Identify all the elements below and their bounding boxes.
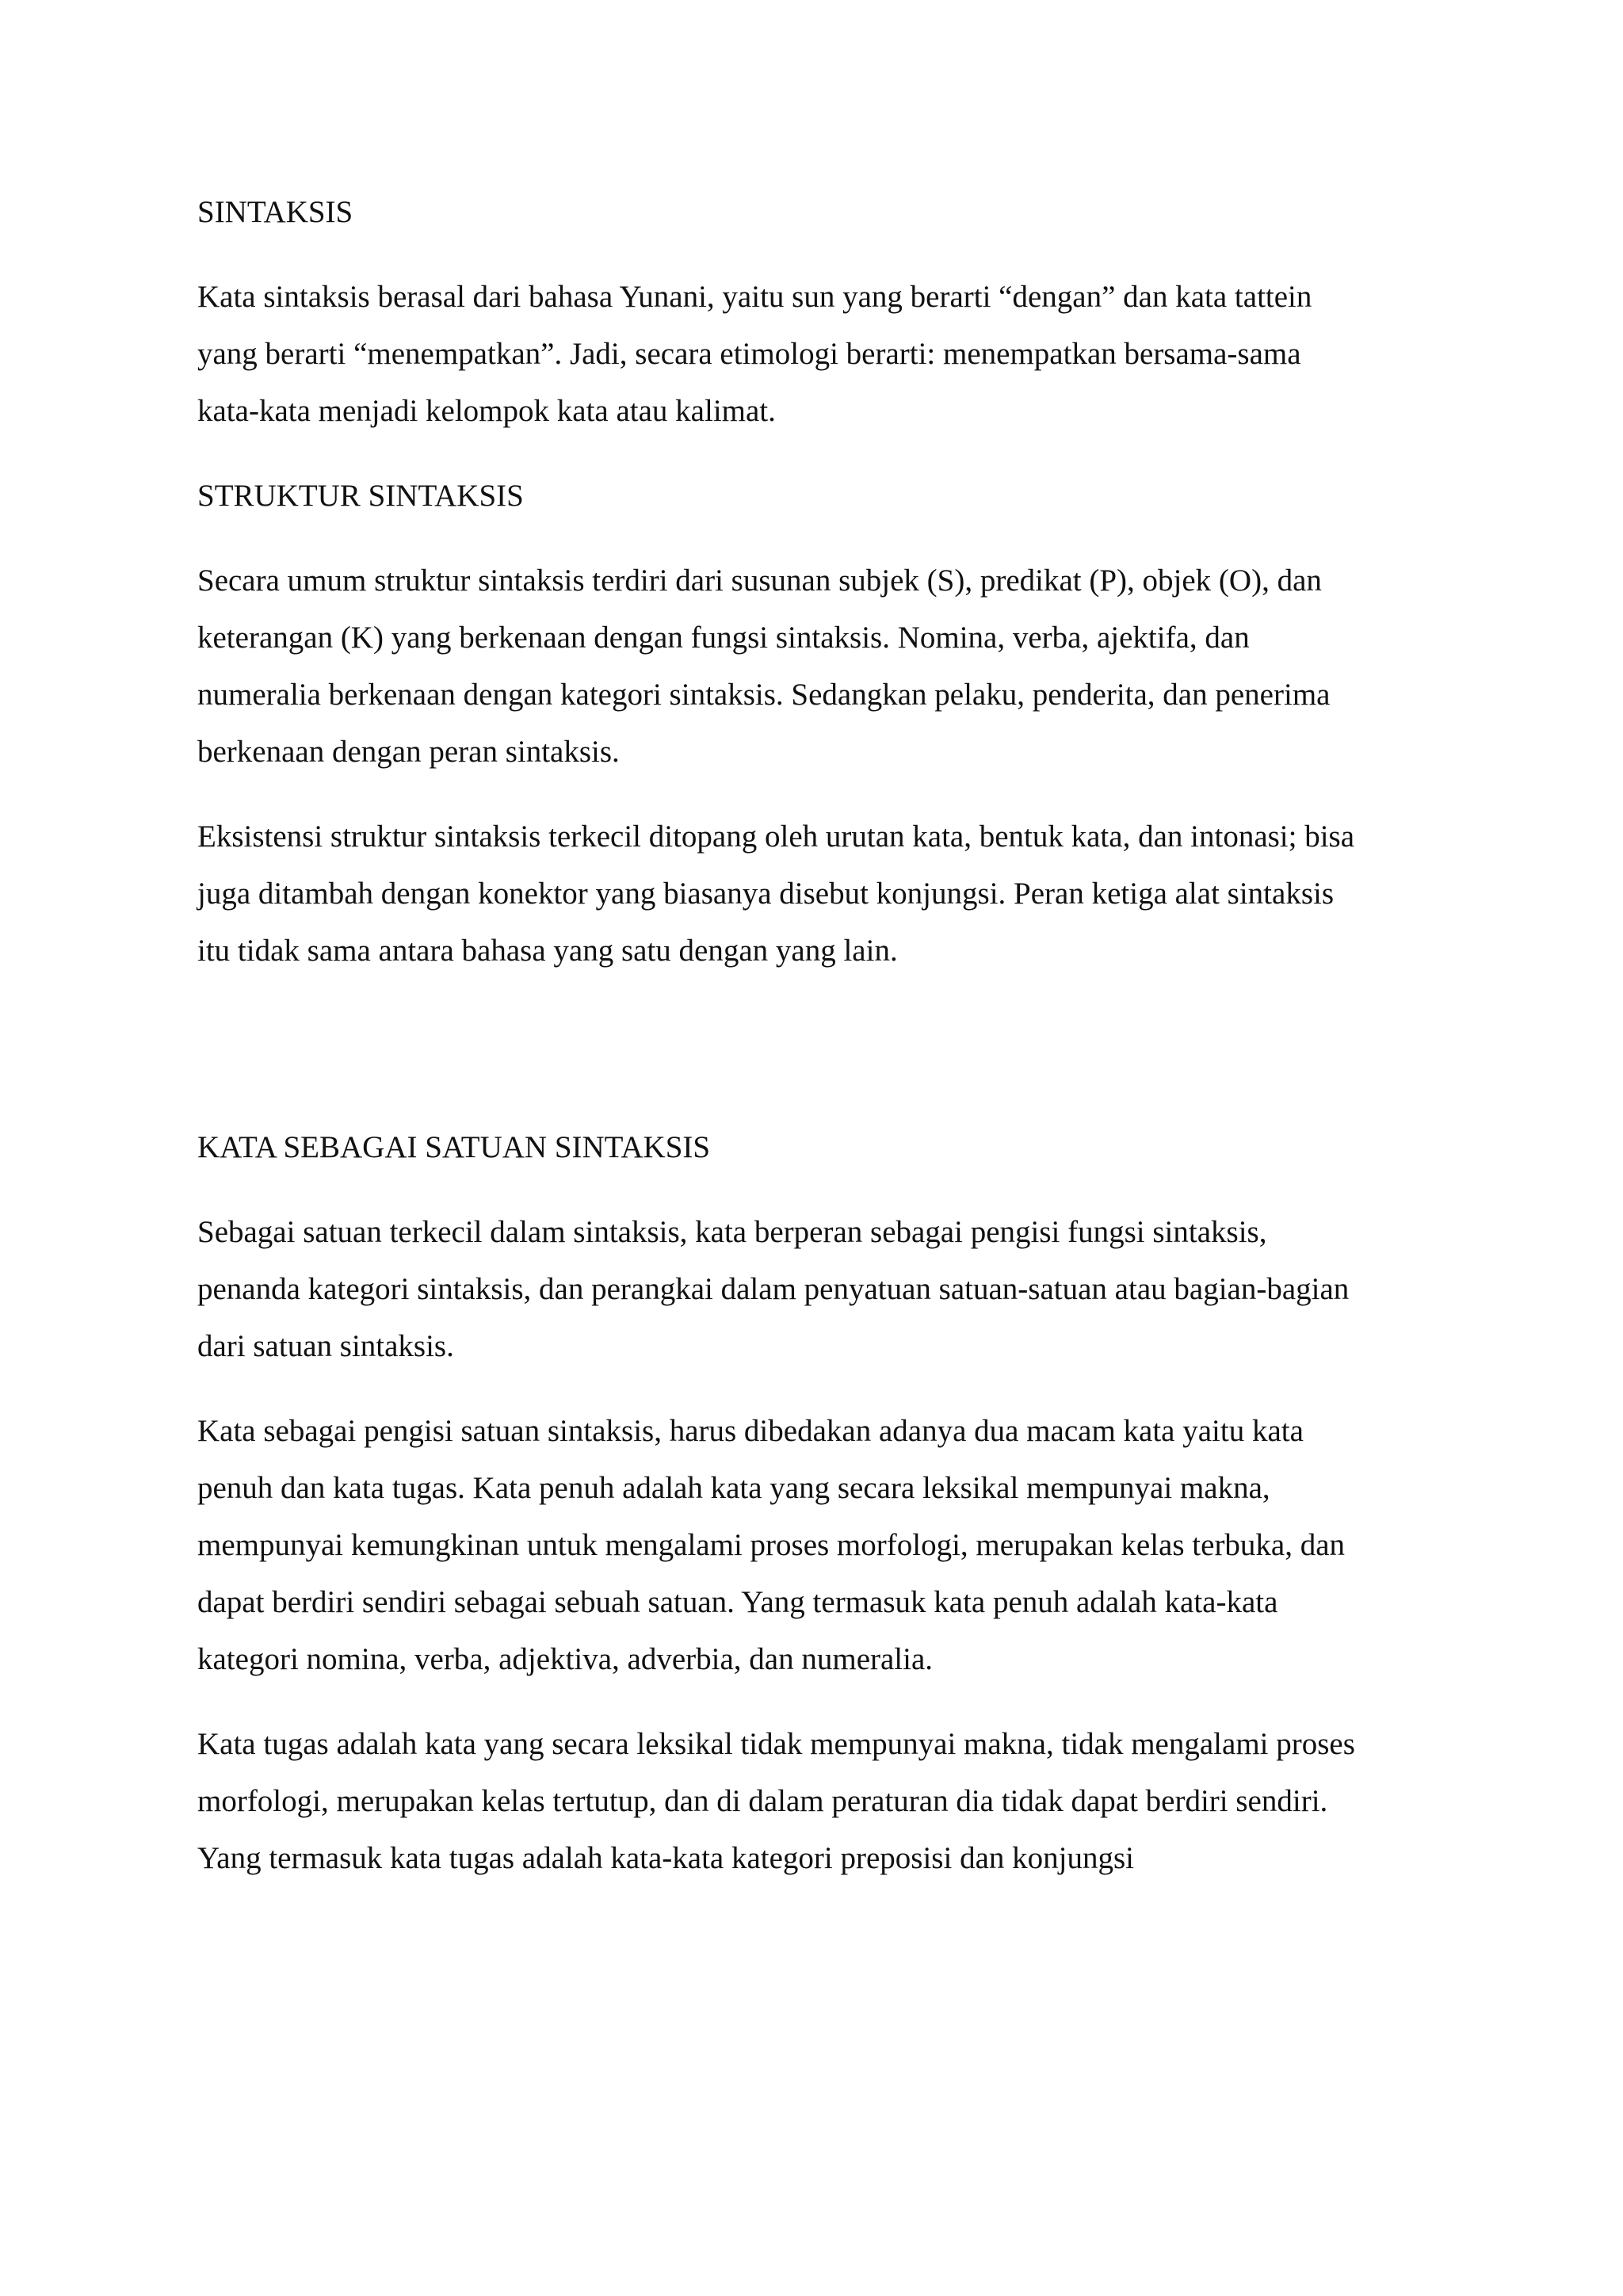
- text-line: kategori nomina, verba, adjektiva, adverbia, dan numeralia.: [197, 1642, 934, 1676]
- paragraph-satuan-terkecil: [197, 1204, 1434, 1375]
- text-line: penanda kategori sintaksis, dan perangkai dalam penyatuan satuan-satuan atau bagian-bagian: [197, 1272, 1350, 1306]
- text-line: Eksistensi struktur sintaksis terkecil ditopang oleh urutan kata, bentuk kata, dan intonasi; bisa: [197, 819, 1355, 854]
- text-line: berkenaan dengan peran sintaksis.: [197, 735, 620, 769]
- text-line: mempunyai kemungkinan untuk mengalami proses morfologi, merupakan kelas terbuka, dan: [197, 1528, 1346, 1562]
- paragraph-kata-tugas: [197, 1716, 1434, 1887]
- section-heading-kata-sebagai-satuan: KATA SEBAGAI SATUAN SINTAKSIS: [197, 1130, 711, 1164]
- section-heading-sintaksis: SINTAKSIS: [197, 195, 353, 229]
- text-line: kata-kata menjadi kelompok kata atau kalimat.: [197, 394, 776, 428]
- text-line: Kata sintaksis berasal dari bahasa Yunani, yaitu sun yang berarti “dengan” dan kata tattein: [197, 280, 1312, 314]
- text-line: yang berarti “menempatkan”. Jadi, secara etimologi berarti: menempatkan bersama-sama: [197, 337, 1301, 371]
- text-line: Kata sebagai pengisi satuan sintaksis, harus dibedakan adanya dua macam kata yaitu kata: [197, 1414, 1304, 1448]
- text-line: numeralia berkenaan dengan kategori sintaksis. Sedangkan pelaku, penderita, dan penerima: [197, 678, 1331, 712]
- paragraph-definisi-sintaksis: [197, 269, 1434, 440]
- text-line: Kata tugas adalah kata yang secara leksikal tidak mempunyai makna, tidak mengalami proses: [197, 1727, 1355, 1761]
- text-line: Yang termasuk kata tugas adalah kata-kata kategori preposisi dan konjungsi: [197, 1841, 1134, 1875]
- text-line: Secara umum struktur sintaksis terdiri dari susunan subjek (S), predikat (P), objek (O), dan: [197, 563, 1322, 598]
- section-spacer: [197, 1007, 1434, 1119]
- text-line: morfologi, merupakan kelas tertutup, dan di dalam peraturan dia tidak dapat berdiri sendiri.: [197, 1784, 1328, 1818]
- paragraph-struktur-umum: [197, 552, 1434, 781]
- section-heading-struktur-sintaksis: STRUKTUR SINTAKSIS: [197, 479, 524, 513]
- text-line: dapat berdiri sendiri sebagai sebuah satuan. Yang termasuk kata penuh adalah kata-kata: [197, 1585, 1278, 1619]
- text-line: penuh dan kata tugas. Kata penuh adalah kata yang secara leksikal mempunyai makna,: [197, 1471, 1270, 1505]
- text-line: dari satuan sintaksis.: [197, 1329, 454, 1363]
- paragraph-eksistensi-struktur: [197, 808, 1434, 980]
- text-line: itu tidak sama antara bahasa yang satu dengan yang lain.: [197, 934, 898, 968]
- text-line: juga ditambah dengan konektor yang biasanya disebut konjungsi. Peran ketiga alat sintaksis: [197, 877, 1335, 911]
- text-line: Sebagai satuan terkecil dalam sintaksis, kata berperan sebagai pengisi fungsi sintaksis,: [197, 1215, 1267, 1249]
- paragraph-kata-penuh: [197, 1403, 1434, 1688]
- text-line: keterangan (K) yang berkenaan dengan fungsi sintaksis. Nomina, verba, ajektifa, dan: [197, 621, 1250, 655]
- document-page: [197, 184, 1434, 1915]
